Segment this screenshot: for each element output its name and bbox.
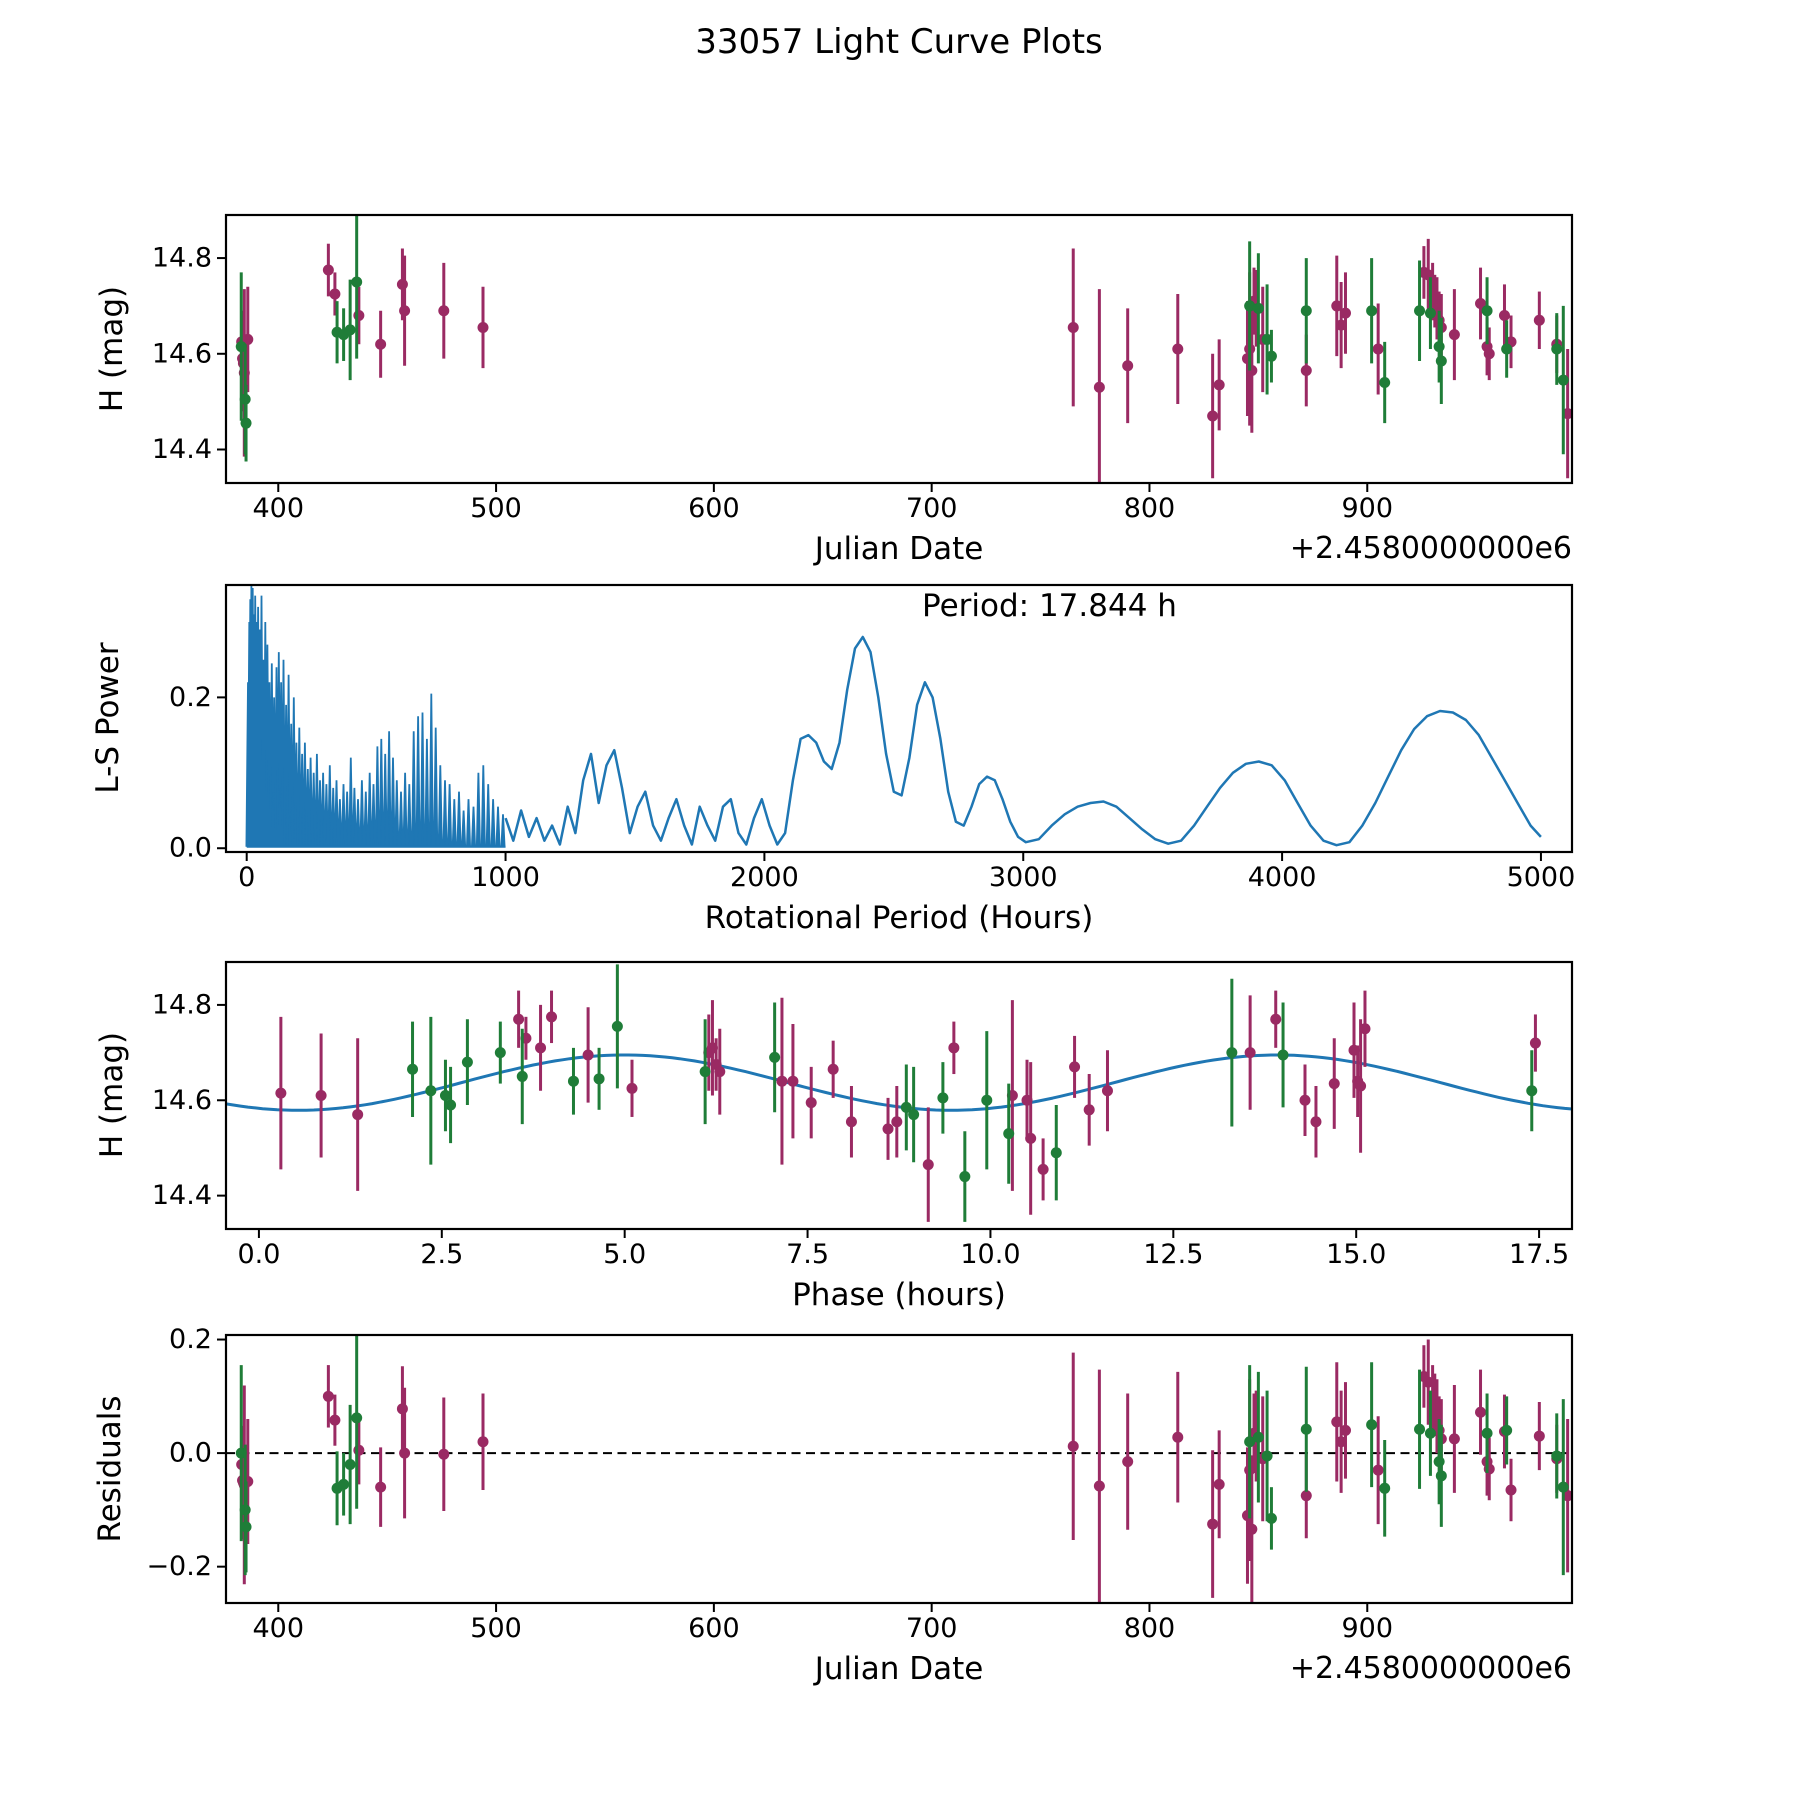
residuals-x-axis-label: Julian Date xyxy=(814,1651,984,1687)
svg-text:0.0: 0.0 xyxy=(169,1437,212,1469)
svg-text:800: 800 xyxy=(1123,493,1176,525)
svg-text:17.5: 17.5 xyxy=(1509,1239,1570,1271)
periodogram-x-axis-label: Rotational Period (Hours) xyxy=(704,900,1094,936)
svg-text:2000: 2000 xyxy=(730,862,799,894)
svg-text:15.0: 15.0 xyxy=(1326,1239,1387,1271)
svg-text:−0.2: −0.2 xyxy=(146,1551,212,1583)
svg-text:7.5: 7.5 xyxy=(786,1239,830,1271)
jd-mag-x-offset-text: +2.4580000000e6 xyxy=(1289,531,1572,566)
svg-text:800: 800 xyxy=(1123,1613,1176,1645)
svg-text:5000: 5000 xyxy=(1506,862,1576,894)
svg-text:600: 600 xyxy=(688,1613,740,1645)
svg-text:0.0: 0.0 xyxy=(237,1239,281,1271)
svg-text:14.6: 14.6 xyxy=(151,1084,212,1116)
figure-title: 33057 Light Curve Plots xyxy=(695,22,1103,62)
residuals-x-offset-text: +2.4580000000e6 xyxy=(1289,1651,1572,1686)
svg-text:0.2: 0.2 xyxy=(169,681,212,713)
svg-text:3000: 3000 xyxy=(988,862,1058,894)
phase-x-axis-label: Phase (hours) xyxy=(792,1277,1006,1313)
svg-text:500: 500 xyxy=(470,1613,522,1645)
svg-text:0.2: 0.2 xyxy=(169,1324,212,1356)
svg-text:0.0: 0.0 xyxy=(169,832,212,864)
svg-text:0: 0 xyxy=(238,862,256,894)
svg-text:400: 400 xyxy=(252,493,305,525)
svg-text:10.0: 10.0 xyxy=(960,1239,1021,1271)
svg-text:12.5: 12.5 xyxy=(1143,1239,1204,1271)
svg-text:14.4: 14.4 xyxy=(151,434,212,465)
periodogram-y-axis-label: L-S Power xyxy=(90,642,126,794)
jd-mag-x-axis-label: Julian Date xyxy=(814,531,984,567)
phase-y-axis-label: H (mag) xyxy=(94,1031,130,1159)
svg-text:14.4: 14.4 xyxy=(151,1180,212,1212)
svg-text:900: 900 xyxy=(1341,1613,1394,1645)
svg-text:14.8: 14.8 xyxy=(151,989,212,1021)
svg-text:1000: 1000 xyxy=(471,862,540,894)
svg-text:600: 600 xyxy=(688,493,740,525)
svg-text:5.0: 5.0 xyxy=(603,1239,647,1271)
jd-mag-y-axis-label: H (mag) xyxy=(94,285,130,413)
svg-text:500: 500 xyxy=(470,493,522,525)
svg-text:14.6: 14.6 xyxy=(151,338,212,370)
residuals-y-axis-label: Residuals xyxy=(92,1395,128,1543)
svg-text:700: 700 xyxy=(905,1613,958,1645)
svg-text:400: 400 xyxy=(252,1613,305,1645)
svg-text:900: 900 xyxy=(1341,493,1394,525)
svg-text:14.8: 14.8 xyxy=(151,242,212,274)
svg-text:2.5: 2.5 xyxy=(420,1239,464,1271)
svg-text:4000: 4000 xyxy=(1247,862,1317,894)
period-annotation: Period: 17.844 h xyxy=(922,588,1177,624)
svg-text:700: 700 xyxy=(905,493,958,525)
